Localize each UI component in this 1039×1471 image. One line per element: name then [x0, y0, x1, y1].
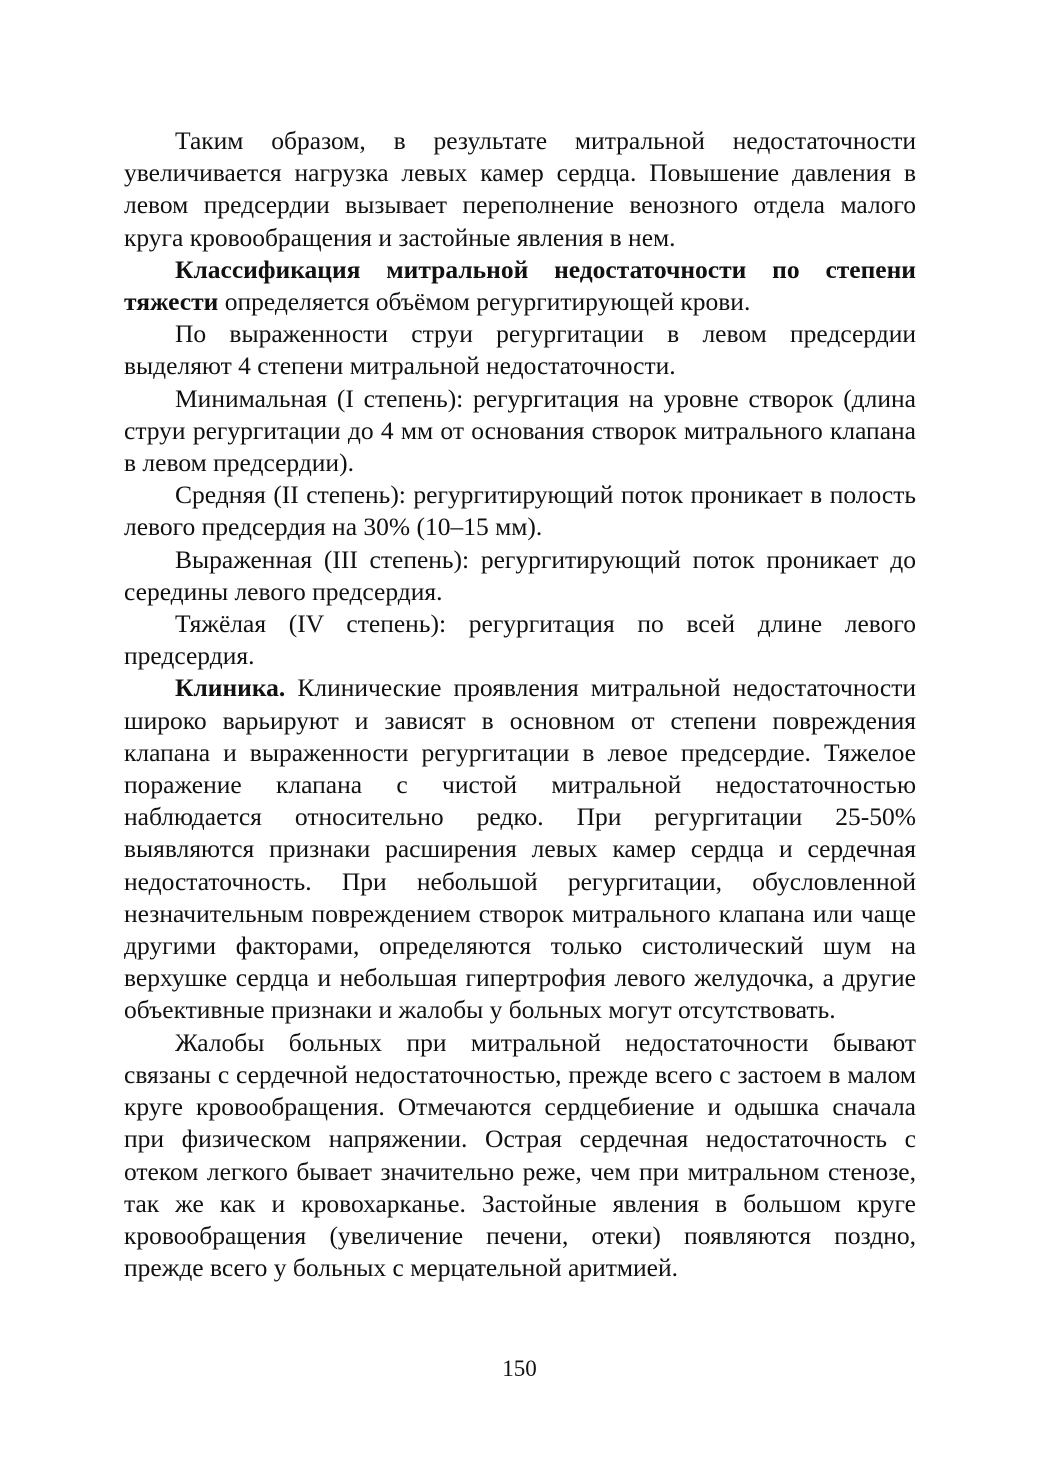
- paragraph-text: Клинические проявления митральной недостаточности широко варьируют и зависят в основном от степени повреждения клапана и выраженности регургитации в левое предсердие. Тяжелое поражение клапана с чистой митральной недостаточностью наблюдается относительно редко. При регургитации 25-50% выявляются признаки расширения левых камер сердца и сердечная недостаточность. При небольшой регургитации, обусловленной незначительным повреждением створок митрального клапана или чаще другими факторами, определяются только систолический шум на верхушке сердца и небольшая гипертрофия левого желудочка, а другие объективные признаки и жалобы у больных могут отсутствовать.: [124, 673, 916, 1025]
- paragraph-degrees-intro: [124, 318, 916, 382]
- paragraph-complaints: [124, 1027, 916, 1285]
- body-text: [124, 125, 916, 1284]
- paragraph-degree-4: [124, 608, 916, 672]
- paragraph-text: определяется объёмом регургитирующей крови.: [218, 287, 751, 317]
- paragraph-clinic: [124, 672, 916, 1026]
- paragraph-degree-2: [124, 479, 916, 543]
- paragraph-text: Средняя (II степень): регургитирующий поток проникает в полость левого предсердия на 30% (10–15 мм).: [124, 480, 916, 542]
- paragraph-text: Тяжёлая (IV степень): регургитация по всей длине левого предсердия.: [124, 609, 916, 671]
- paragraph-text: Таким образом, в результате митральной недостаточности увеличивается нагрузка левых камер сердца. Повышение давления в левом предсердии вызывает переполнение венозного отдела малого круга кровообращения и застойные явления в нем.: [124, 126, 916, 252]
- paragraph-conclusion: [124, 125, 916, 254]
- paragraph-text: По выраженности струи регургитации в левом предсердии выделяют 4 степени митральной недостаточности.: [124, 319, 916, 381]
- paragraph-lead: Клиника.: [175, 673, 286, 703]
- paragraph-lead: Классификация митральной недостаточности по степени тяжести: [124, 254, 916, 317]
- paragraph-classification: [124, 254, 916, 318]
- page-number: 150: [502, 1356, 537, 1381]
- paragraph-degree-3: [124, 544, 916, 608]
- paragraph-text: Жалобы больных при митральной недостаточности бывают связаны с сердечной недостаточностью, прежде всего с застоем в малом круге кровообращения. Отмечаются сердцебиение и одышка сначала при физическом напряжении. Острая сердечная недостаточность с отеком легкого бывает значительно реже, чем при митральном стенозе, так же как и кровохарканье. Застойные явления в большом круге кровообращения (увеличение печени, отеки) появляются поздно, прежде всего у больных с мерцательной аритмией.: [124, 1027, 916, 1283]
- paragraph-text: Минимальная (I степень): регургитация на уровне створок (длина струи регургитации до 4 мм от основания створок митрального клапана в левом предсердии).: [124, 383, 916, 478]
- paragraph-text: Выраженная (III степень): регургитирующий поток проникает до середины левого предсердия.: [124, 544, 916, 606]
- paragraph-degree-1: [124, 383, 916, 480]
